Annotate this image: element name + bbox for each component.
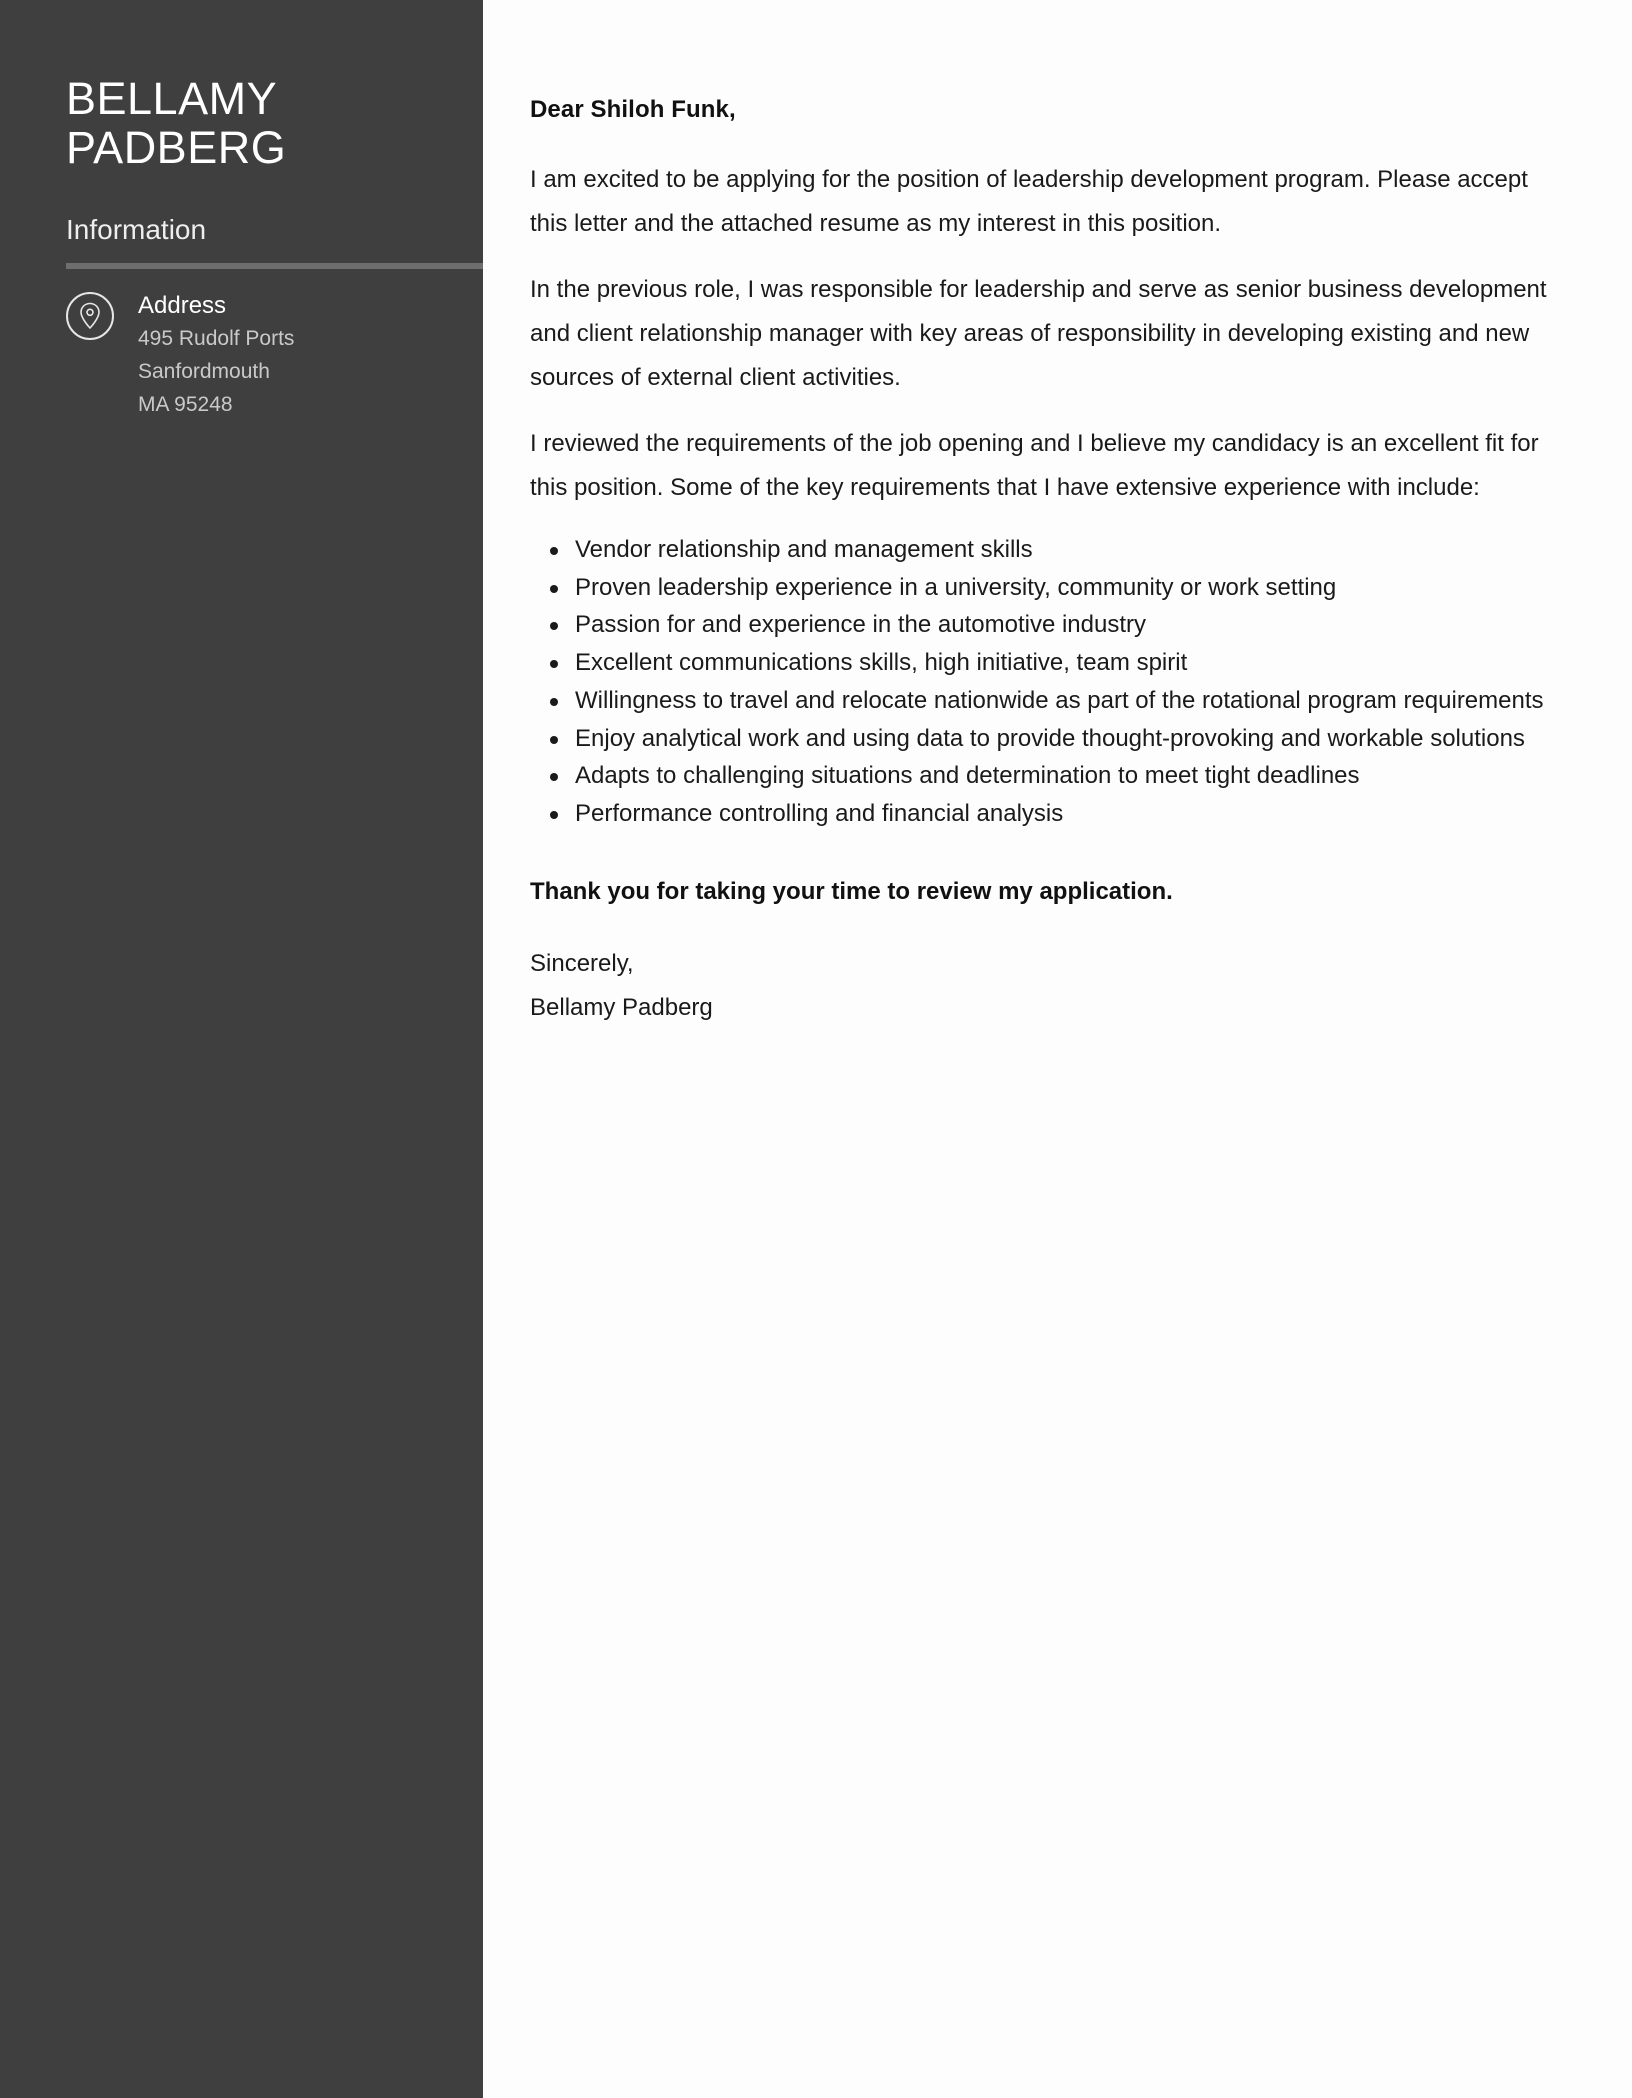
bullet-icon — [550, 736, 558, 744]
list-item — [530, 644, 1590, 682]
address-city: Sanfordmouth — [138, 360, 270, 383]
sidebar — [0, 0, 483, 2098]
list-item — [530, 682, 1590, 720]
list-item — [530, 720, 1590, 758]
list-item-text: Adapts to challenging situations and determination to meet tight deadlines — [575, 762, 1360, 790]
bullet-icon — [550, 773, 558, 781]
list-item-text: Enjoy analytical work and using data to provide thought-provoking and workable solutions — [575, 724, 1525, 752]
salutation: Dear Shiloh Funk, — [530, 96, 736, 123]
bullet-icon — [550, 622, 558, 630]
paragraph-intro: I am excited to be applying for the position of leadership development program. Please accept this letter and the attached resume as my interest in this position. — [530, 166, 1528, 237]
paragraph-requirements: I reviewed the requirements of the job opening and I believe my candidacy is an excellent fit for this position. Some of the key requirements that I have extensive experience with include: — [530, 430, 1539, 501]
map-pin-icon-graphic — [79, 302, 101, 330]
list-item — [530, 569, 1590, 607]
list-item — [530, 606, 1590, 644]
paragraph-previous-role: In the previous role, I was responsible for leadership and serve as senior business development and client relationship manager with key areas of responsibility in developing existing and new sources of external client activities. — [530, 276, 1547, 391]
address-street: 495 Rudolf Ports — [138, 327, 295, 350]
letter-body — [483, 0, 1632, 2098]
list-item-text: Willingness to travel and relocate nationwide as part of the rotational program requirements — [575, 686, 1544, 714]
information-heading: Information — [66, 214, 207, 245]
requirements-list — [530, 531, 1590, 833]
signoff-block — [530, 942, 713, 1030]
bullet-icon — [550, 585, 558, 593]
address-label: Address — [138, 292, 227, 319]
bullet-icon — [550, 547, 558, 555]
list-item-text: Performance controlling and financial analysis — [575, 799, 1064, 827]
list-item — [530, 757, 1590, 795]
bullet-icon — [550, 811, 558, 819]
signoff: Sincerely, — [530, 950, 634, 977]
applicant-first-name: BELLAMY — [66, 73, 278, 124]
list-item — [530, 531, 1590, 569]
bullet-icon — [550, 698, 558, 706]
list-item-text: Vendor relationship and management skills — [575, 536, 1033, 563]
bullet-icon — [550, 660, 558, 668]
applicant-last-name: PADBERG — [66, 122, 287, 173]
applicant-name — [66, 74, 286, 172]
address-state-zip: MA 95248 — [138, 393, 233, 416]
list-item — [530, 795, 1590, 833]
map-pin-icon — [66, 292, 114, 340]
closing-line: Thank you for taking your time to review my application. — [530, 878, 1173, 905]
address-block — [66, 292, 294, 421]
list-item-text: Proven leadership experience in a university, community or work setting — [575, 573, 1337, 601]
list-item-text: Excellent communications skills, high initiative, team spirit — [575, 649, 1188, 677]
section-divider — [66, 263, 483, 269]
signature-name: Bellamy Padberg — [530, 994, 713, 1021]
list-item-text: Passion for and experience in the automotive industry — [575, 611, 1146, 639]
address-text — [138, 290, 294, 421]
